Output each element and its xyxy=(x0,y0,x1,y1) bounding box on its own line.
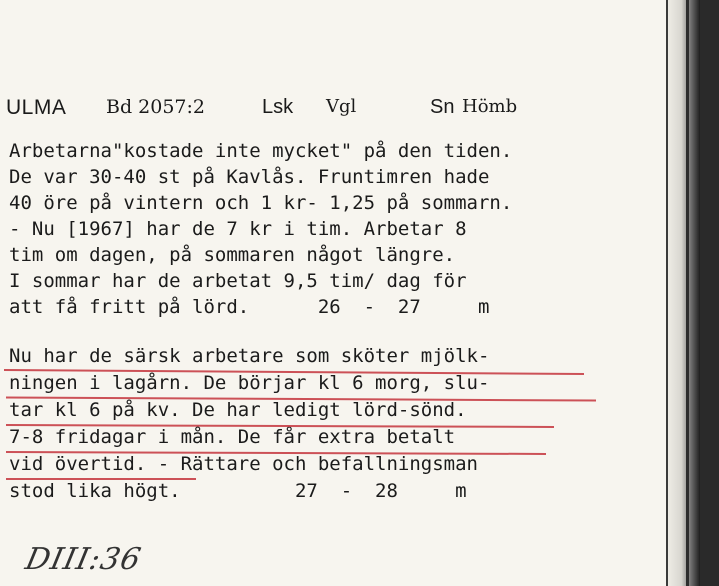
socken-name: Hömb xyxy=(462,96,518,117)
card-edge-shadow xyxy=(666,0,700,586)
red-underline xyxy=(6,478,196,480)
text-line: I sommar har de arbetat 9,5 tim/ dag för xyxy=(9,270,467,292)
text-line: Nu har de särsk arbetare som sköter mjölk- xyxy=(9,345,490,367)
text-line: De var 30-40 st på Kavlås. Fruntimren hade xyxy=(9,166,490,188)
text-line: tar kl 6 på kv. De har ledigt lörd-sönd. xyxy=(9,399,467,421)
landskap-abbrev: Vgl xyxy=(326,96,357,117)
archive-name: ULMA xyxy=(6,96,67,119)
text-line: tim om dagen, på sommaren något längre. xyxy=(9,244,456,266)
handwritten-signature: DIII:36 xyxy=(22,542,145,577)
text-line: vid övertid. - Rättare och befallningsman xyxy=(9,453,478,475)
text-line: 40 öre på vintern och 1 kr- 1,25 på sommarn. xyxy=(9,192,513,214)
card-edge-line-outer xyxy=(686,0,689,586)
text-line: - Nu [1967] har de 7 kr i tim. Arbetar 8 xyxy=(9,218,467,240)
record-number: Bd 2057:2 xyxy=(106,96,206,118)
landskap-code: Lsk xyxy=(262,96,294,118)
text-line: 7-8 fridagar i mån. De får extra betalt xyxy=(9,426,456,448)
text-line: Arbetarna"kostade inte mycket" på den tiden. xyxy=(9,140,513,162)
text-line: att få fritt på lörd. 26 - 27 m xyxy=(9,296,490,318)
card-edge-line xyxy=(666,0,668,586)
socken-code: Sn xyxy=(430,96,455,118)
text-line: stod lika högt. 27 - 28 m xyxy=(9,480,467,502)
text-line: ningen i lagårn. De börjar kl 6 morg, slu- xyxy=(9,372,490,394)
